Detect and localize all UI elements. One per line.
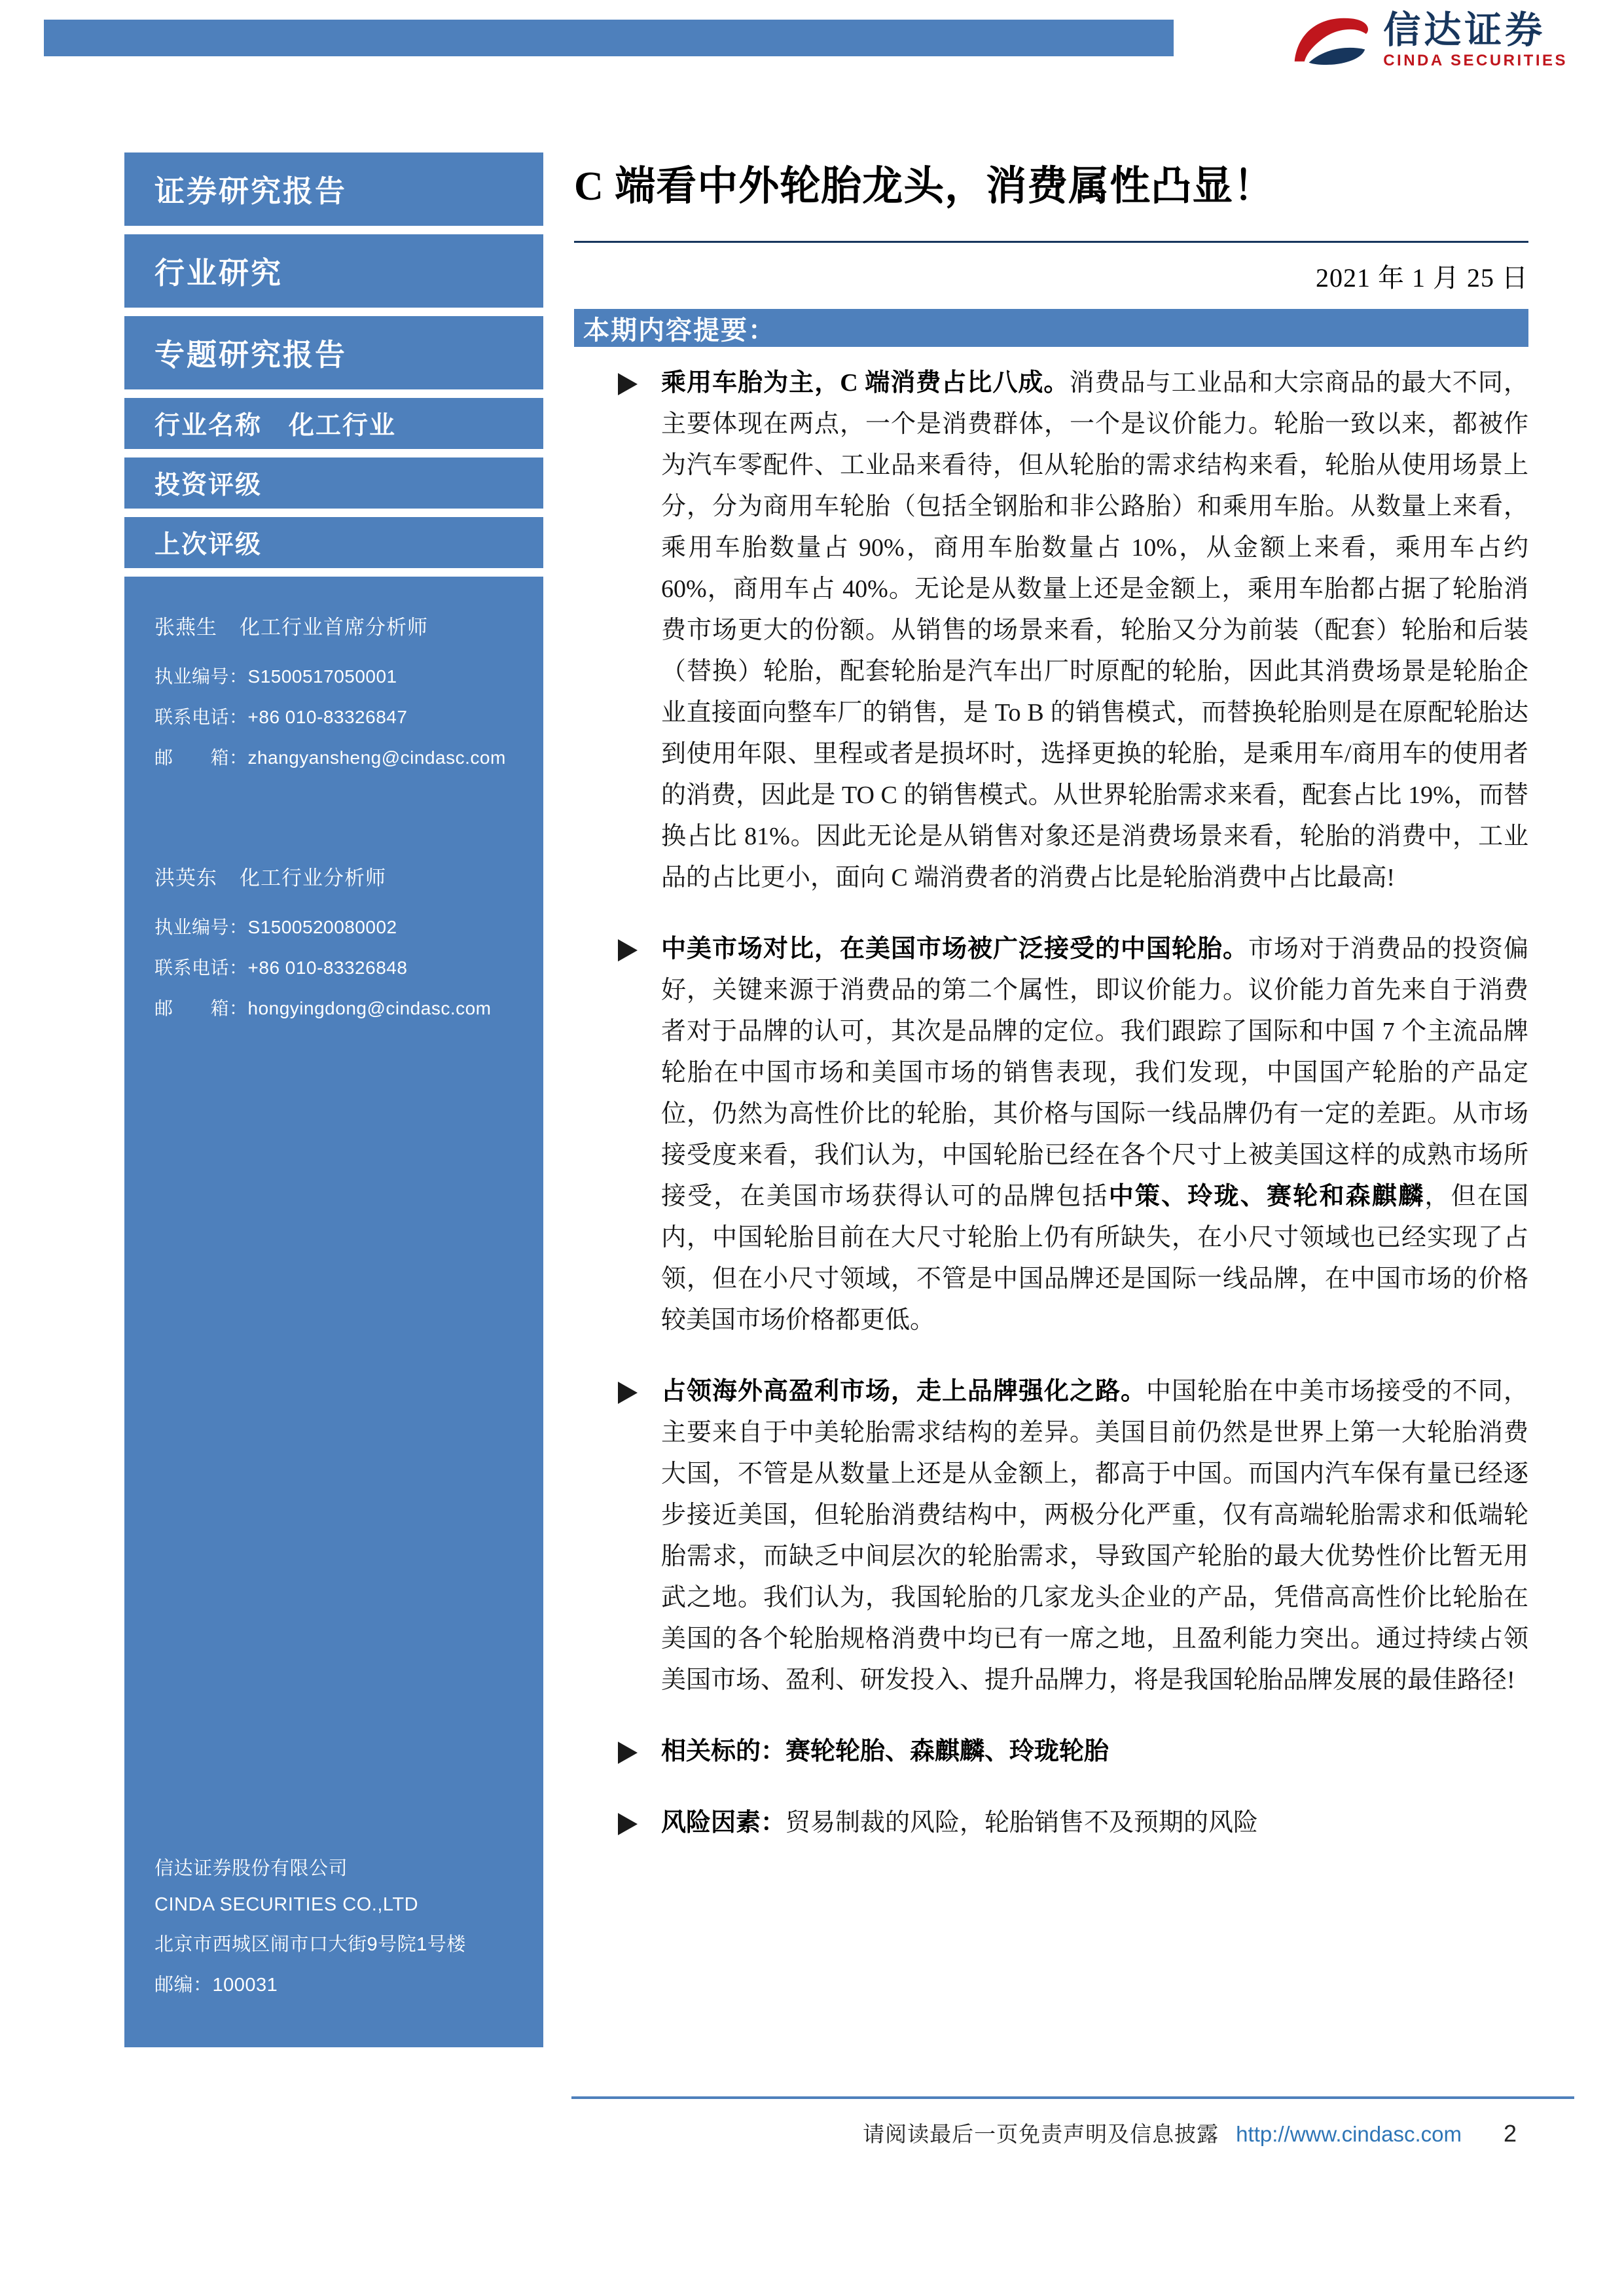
analyst-phone-label: 联系电话：: [154, 958, 248, 978]
main-content: [574, 0, 1528, 1874]
analyst-email-line: [154, 744, 524, 770]
sidebar-item-previous-rating: [124, 517, 543, 568]
sidebar-item-label: 行业名称 化工行业: [154, 412, 397, 440]
bullet-text: 乘用车胎为主，C 端消费占比八成。消费品与工业品和大宗商品的最大不同，主要体现在两点，一个是消费群体，一个是议价能力。轮胎一致以来，都被作为汽车零配件、工业品来看待，但从轮胎的需求结构来看，轮胎从使用场景上分，分为商用车轮胎（包括全钢胎和非公路胎）和乘用车胎。从数量上来看，乘用车胎数量占 90%，商用车胎数量占 10%，从金额上来看，乘用车占约 60%，商用车占 40%。无论是从数量上还是金额上，乘用车胎都占据了轮胎消费市场更大的份额。从销售的场景来看，轮胎又分为前装（配套）轮胎和后装（替换）轮胎，配套轮胎是汽车出厂时原配的轮胎，因此其消费场景是轮胎企业直接面向整车厂的销售，是 To B 的销售模式，而替换轮胎则是在原配轮胎达到使用年限、里程或者是损坏时，选择更换的轮胎，是乘用车/商用车的使用者的消费，因此是 TO C 的销售模式。从世界轮胎需求来看，配套占比 19%，而替换占比 81%。因此无论是从销售对象还是消费场景来看，轮胎的消费中，工业品的占比更小，面向 C 端消费者的消费占比是轮胎消费中占比最高!: [661, 369, 1528, 892]
bullets-list: [574, 363, 1528, 1844]
sidebar-item-investment-rating: [124, 457, 543, 509]
sidebar-item-label: 专题研究报告: [154, 338, 347, 372]
section-header-label: 本期内容提要：: [583, 315, 776, 345]
analyst-phone-number: +86 010-83326847: [247, 707, 408, 727]
sidebar-info-panel: [124, 577, 543, 2047]
company-info: [154, 1854, 524, 2011]
sidebar: [124, 152, 543, 2047]
analyst-phone-line: [154, 954, 524, 980]
bullet-item: [574, 1803, 1528, 1844]
analyst-email-address: hongyingdong@cindasc.com: [247, 998, 492, 1018]
sidebar-item-label: 投资评级: [154, 471, 262, 499]
company-info-address: 北京市西城区闹市口大街9号院1号楼: [154, 1934, 466, 1955]
analyst-cert-label: 执业编号：: [154, 666, 248, 687]
arrowhead-right-icon: [618, 1803, 661, 1844]
company-info-name-en: CINDA SECURITIES CO.,LTD: [154, 1894, 419, 1915]
bullet-item: [574, 363, 1528, 899]
report-date: 2021 年 1 月 25 日: [1316, 263, 1528, 293]
bullet-text: 占领海外高盈利市场，走上品牌强化之路。中国轮胎在中美市场接受的不同，主要来自于中美轮胎需求结构的差异。美国目前仍然是世界上第一大轮胎消费大国，不管是从数量上还是从金额上，都高于中国。而国内汽车保有量已经逐步接近美国，但轮胎消费结构中，两极分化严重，仅有高端轮胎需求和低端轮胎需求，而缺乏中间层次的轮胎需求，导致国产轮胎的最大优势性价比暂无用武之地。我们认为，我国轮胎的几家龙头企业的产品，凭借高高性价比轮胎在美国的各个轮胎规格消费中均已有一席之地，且盈利能力突出。通过持续占领美国市场、盈利、研发投入、提升品牌力，将是我国轮胎品牌发展的最佳路径!: [661, 1378, 1528, 1695]
analyst-name: 张燕生: [154, 616, 217, 639]
analyst-name-line: [154, 611, 524, 640]
bullet-text: 相关标的：赛轮轮胎、森麒麟、玲珑轮胎: [661, 1738, 1110, 1766]
analyst-card: [154, 861, 524, 1035]
analyst-role: 化工行业首席分析师: [240, 616, 428, 639]
analyst-cert-line: [154, 662, 524, 689]
analyst-phone-line: [154, 703, 524, 729]
title-rule: [574, 241, 1528, 243]
analyst-email-line: [154, 994, 524, 1020]
bullet-text: 风险因素：贸易制裁的风险，轮胎销售不及预期的风险: [661, 1809, 1259, 1837]
company-info-postcode: 邮编：100031: [154, 1975, 278, 1996]
footer: [571, 2096, 1574, 2148]
analyst-cert-line: [154, 913, 524, 939]
footer-disclaimer: 请阅读最后一页免责声明及信息披露: [863, 2123, 1219, 2147]
footer-rule: [571, 2096, 1574, 2099]
analyst-email-label: 邮 箱：: [154, 747, 248, 768]
footer-url-link[interactable]: http://www.cindasc.com: [1236, 2122, 1462, 2146]
analyst-email-address: zhangyansheng@cindasc.com: [247, 747, 506, 768]
analyst-phone-label: 联系电话：: [154, 707, 248, 727]
bullet-text: 中美市场对比，在美国市场被广泛接受的中国轮胎。市场对于消费品的投资偏好，关键来源于消费品的第二个属性，即议价能力。议价能力首先来自于消费者对于品牌的认可，其次是品牌的定位。我们跟踪了国际和中国 7 个主流品牌轮胎在中国市场和美国市场的销售表现，我们发现，中国国产轮胎的产品定位，仍然为高性价比的轮胎，其价格与国际一线品牌仍有一定的差距。从市场接受度来看，我们认为，中国轮胎已经在各个尺寸上被美国这样的成熟市场所接受，在美国市场获得认可的品牌包括中策、玲珑、赛轮和森麒麟，但在国内，中国轮胎目前在大尺寸轮胎上仍有所缺失，在小尺寸领域也已经实现了占领，但在小尺寸领域，不管是中国品牌还是国际一线品牌，在中国市场的价格较美国市场价格都更低。: [661, 935, 1528, 1335]
company-name-cn: 信达证券: [1383, 9, 1546, 51]
company-name-en: CINDA SECURITIES: [1383, 52, 1568, 70]
analyst-cert-number: S1500517050001: [247, 666, 397, 687]
arrowhead-right-icon: [618, 929, 661, 1341]
arrowhead-right-icon: [618, 1371, 661, 1701]
sidebar-item-research-category: [124, 234, 543, 308]
bullet-item: [574, 1731, 1528, 1772]
company-info-name-cn: 信达证券股份有限公司: [154, 1858, 348, 1879]
footer-page-number: 2: [1503, 2120, 1517, 2147]
sidebar-item-label: 行业研究: [154, 256, 283, 290]
analyst-role: 化工行业分析师: [240, 867, 386, 889]
sidebar-item-industry-name: [124, 398, 543, 449]
footer-row: [571, 2117, 1574, 2148]
sidebar-item-topic-report: [124, 316, 543, 389]
analyst-name: 洪英东: [154, 867, 217, 889]
bullet-item: [574, 929, 1528, 1341]
bullet-item: [574, 1371, 1528, 1701]
analyst-cert-label: 执业编号：: [154, 917, 248, 937]
arrowhead-right-icon: [618, 1731, 661, 1772]
arrowhead-right-icon: [618, 363, 661, 899]
sidebar-item-report-type: [124, 152, 543, 226]
analyst-name-line: [154, 861, 524, 891]
section-header-bar: [574, 309, 1528, 347]
page-title: C 端看中外轮胎龙头，消费属性凸显！: [574, 164, 1275, 209]
analyst-email-label: 邮 箱：: [154, 998, 248, 1018]
analyst-card: [154, 611, 524, 784]
analyst-cert-number: S1500520080002: [247, 917, 397, 937]
analyst-phone-number: +86 010-83326848: [247, 958, 408, 978]
sidebar-item-label: 上次评级: [154, 531, 262, 559]
sidebar-item-label: 证券研究报告: [154, 174, 347, 208]
